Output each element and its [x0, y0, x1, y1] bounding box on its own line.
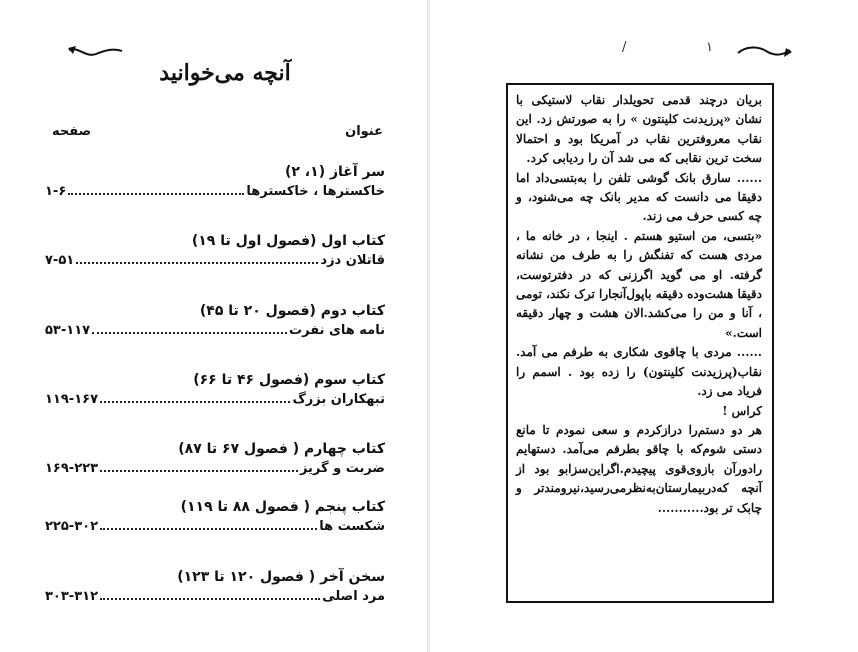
- toc-entry-heading: کتاب اول (فصول اول تا ۱۹): [191, 233, 385, 249]
- page-mark: ١: [706, 40, 713, 55]
- toc-entry-pages: ۱-۶: [45, 184, 67, 199]
- toc-entry: [45, 231, 385, 271]
- toc-entry-item: تبهکاران بزرگ: [292, 392, 385, 407]
- excerpt-page: [430, 0, 858, 652]
- leader-dots: [100, 400, 290, 403]
- leader-dots: [92, 331, 287, 334]
- leader-dots: [100, 469, 298, 472]
- leader-dots: [68, 192, 244, 195]
- toc-entry-line: [45, 182, 385, 202]
- toc-entry-item: شکست ها: [319, 519, 385, 534]
- leader-dots: [76, 261, 318, 264]
- toc-entry-pages: ۵۳-۱۱۷: [45, 323, 91, 338]
- toc-entry: [45, 301, 385, 341]
- excerpt-paragraph: ...... مردی با چاقوی شکاری به طرفم می آمد. نقاب(پرزیدنت کلینتون) را زده بود . اسمم را فریاد می زد.: [516, 345, 762, 399]
- leader-dots: [100, 597, 320, 600]
- toc-title: آنچه می‌خوانید: [159, 60, 291, 86]
- toc-entry: [45, 370, 385, 410]
- excerpt-paragraph: ...... سارق بانک گوشی تلفن را به‌بتسی‌داد اما دقیقا می دانست که مدیر بانک چه می‌شنود، و چه کسی حرف می زند.: [516, 170, 762, 224]
- excerpt-box: [506, 83, 774, 603]
- flourish-ornament-icon: [736, 42, 794, 60]
- toc-entry: [45, 497, 385, 537]
- toc-entry-line: [45, 517, 385, 537]
- column-page-header: صفحه: [52, 124, 92, 139]
- toc-entry: [45, 567, 385, 607]
- toc-entry-item: ضربت و گریز: [299, 461, 385, 476]
- flourish-ornament-icon: [66, 44, 124, 62]
- toc-entry-pages: ۷-۵۱: [45, 253, 75, 268]
- toc-entry-pages: ۱۱۹-۱۶۷: [45, 392, 99, 407]
- excerpt-paragraph: بریان درچند قدمی تحویلدار نقاب لاستیکی با نشان «پرزیدنت کلینتون » را به صورتش زد. این نقاب معروفترین نقاب در آمریکا بود و احتمالا سخت ترین نقابی که می شد آن را ردیابی کرد.: [516, 93, 762, 166]
- toc-entry-line: [45, 587, 385, 607]
- toc-entry-pages: ۲۲۵-۳۰۲: [45, 519, 99, 534]
- toc-entry-pages: ۱۶۹-۲۲۳: [45, 461, 99, 476]
- toc-entry-line: [45, 321, 385, 341]
- toc-entry-heading: سر آغاز (۱، ۲): [284, 164, 385, 180]
- toc-entry-heading: کتاب چهارم ( فصول ۶۷ تا ۸۷): [178, 441, 385, 457]
- toc-entry-heading: سخن آخر ( فصول ۱۲۰ تا ۱۲۳): [177, 569, 385, 585]
- toc-page: [0, 0, 428, 652]
- toc-entry-item: مرد اصلی: [322, 589, 385, 604]
- toc-entry-heading: کتاب پنجم ( فصول ۸۸ تا ۱۱۹): [180, 499, 385, 515]
- toc-entry: [45, 439, 385, 479]
- excerpt-paragraph: کراس !: [722, 403, 762, 418]
- toc-entry-line: [45, 251, 385, 271]
- excerpt-paragraph: «بتسی، من استیو هستم . اینجا ، در خانه ما ، مردی هست که تفنگش را به طرف من نشانه گرفته. او می گوید اگرزنی که در دفترتوست، دقیقا هشت‌وده دقیقه باپول‌آنجارا ترک نکند، تومی ، آنا و من را می‌کشد.الان هشت و چهار دقیقه است.»: [516, 228, 762, 340]
- leader-dots: [100, 527, 317, 530]
- column-title-header: عنوان: [345, 124, 383, 139]
- toc-entry-line: [45, 459, 385, 479]
- toc-entry-heading: کتاب دوم (فصول ۲۰ تا ۴۵): [199, 303, 385, 319]
- toc-entry-heading: کتاب سوم (فصول ۴۶ تا ۶۶): [193, 372, 385, 388]
- toc-entry: [45, 162, 385, 202]
- top-mark: /: [622, 40, 627, 55]
- toc-entry-item: نامه های نفرت: [289, 323, 385, 338]
- toc-entry-line: [45, 390, 385, 410]
- excerpt-paragraph: هر دو دستم‌را درازکردم و سعی نمودم تا مانع دستی شوم‌که با چاقو بطرفم می‌آمد. دستهایم رادورآن بازوی‌قوی پیچیدم.اگراین‌سزابو بود از آنچه که‌دربیمارستان‌به‌نظرمی‌رسید،نیرومندتر و چابک تر بود...........: [516, 422, 762, 515]
- toc-entry-item: خاکسترها ، خاکسترها: [246, 184, 385, 199]
- toc-entry-pages: ۳۰۳-۳۱۲: [45, 589, 99, 604]
- toc-entry-item: قاتلان دزد: [320, 253, 385, 268]
